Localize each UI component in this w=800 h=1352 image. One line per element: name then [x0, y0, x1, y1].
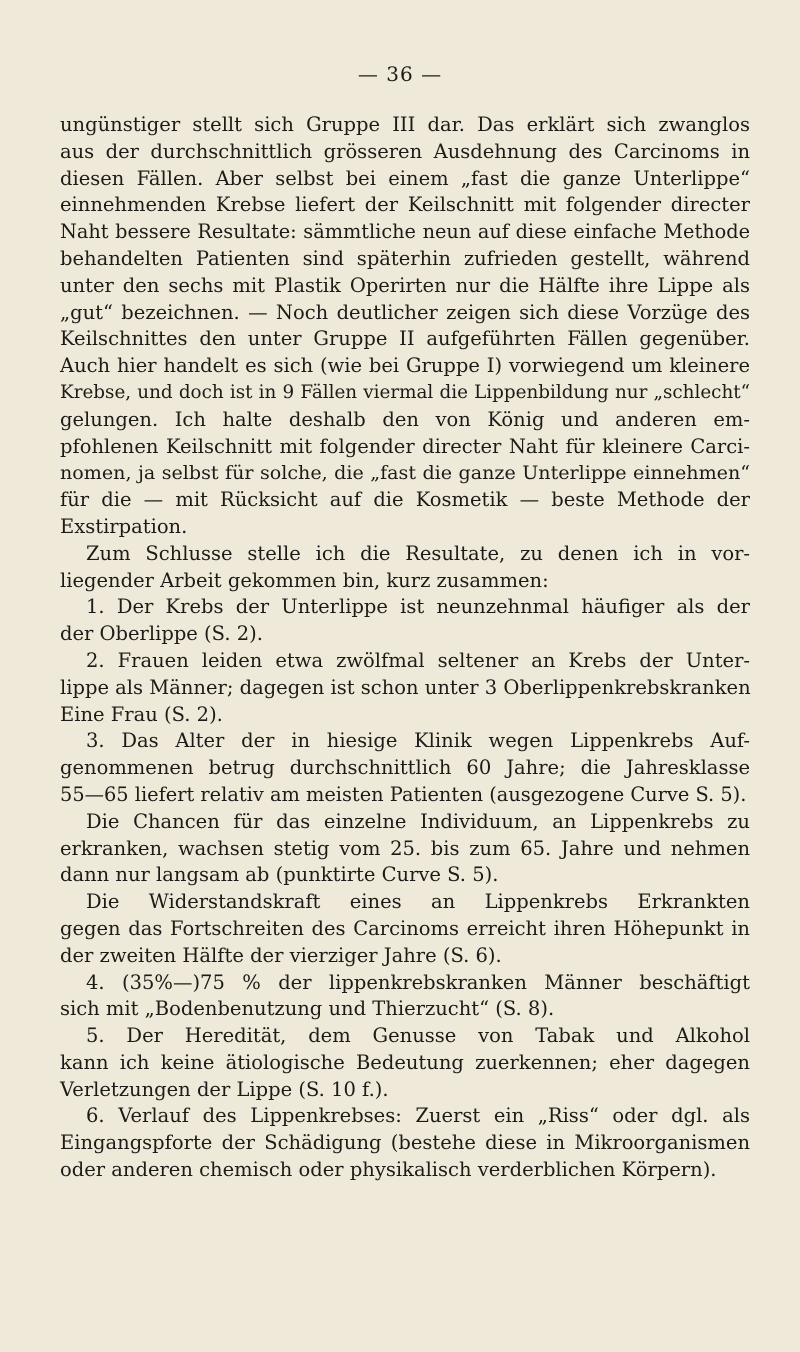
text-line: für die — mit Rücksicht auf die Kosmetik — beste Methode der: [60, 488, 750, 512]
list-item-2-line: Eine Frau (S. 2).: [60, 702, 223, 726]
text-line: Keilschnittes den unter Gruppe II aufgeführten Fällen gegenüber.: [60, 327, 750, 351]
list-item-5-line: kann ich keine ätiologische Bedeutung zuerkennen; eher dagegen: [60, 1050, 750, 1074]
text-line: einnehmenden Krebse liefert der Keilschnitt mit folgender directer: [60, 193, 750, 217]
list-item-1-line: der Oberlippe (S. 2).: [60, 622, 263, 646]
list-item-2-line: 2. Frauen leiden etwa zwölfmal seltener an Krebs der Unter-: [86, 648, 750, 672]
list-item-2-line: lippe als Männer; dagegen ist schon unter 3 Oberlippenkrebskranken: [60, 675, 751, 699]
list-item-5-line: 5. Der Heredität, dem Genusse von Tabak und Alkohol: [86, 1024, 750, 1048]
text-line: aus der durchschnittlich grösseren Ausdehnung des Carcinoms in: [60, 139, 750, 163]
text-line: pfohlenen Keilschnitt mit folgender directer Naht für kleinere Carci-: [60, 434, 750, 458]
list-item-3-line: der zweiten Hälfte der vierziger Jahre (S. 6).: [60, 943, 502, 967]
page-body: [60, 112, 750, 1184]
list-item-6-line: Eingangspforte der Schädigung (bestehe diese in Mikroorganismen: [60, 1131, 750, 1155]
list-item-3-line: dann nur langsam ab (punktirte Curve S. 5).: [60, 863, 499, 887]
text-line: behandelten Patienten sind späterhin zufrieden gestellt, während: [60, 246, 750, 270]
text-line: Naht bessere Resultate: sämmtliche neun auf diese einfache Methode: [60, 220, 750, 244]
list-item-4-line: 4. (35%—)75 % der lippenkrebskranken Männer beschäftigt: [86, 970, 750, 994]
text-line: gelungen. Ich halte deshalb den von König und anderen em-: [60, 407, 750, 431]
list-item-3-line: Die Widerstandskraft eines an Lippenkrebs Erkrankten: [86, 890, 750, 914]
list-item-6-line: 6. Verlauf des Lippenkrebses: Zuerst ein „Riss“ oder dgl. als: [86, 1104, 750, 1128]
text-line: Zum Schlusse stelle ich die Resultate, zu denen ich in vor-: [86, 541, 750, 565]
list-item-3-line: 3. Das Alter der in hiesige Klinik wegen Lippenkrebs Auf-: [86, 729, 750, 753]
text-line: Krebse, und doch ist in 9 Fällen viermal die Lippenbildung nur „schlecht“: [60, 381, 750, 403]
text-line: ungünstiger stellt sich Gruppe III dar. Das erklärt sich zwanglos: [60, 113, 750, 136]
list-item-4-line: sich mit „Bodenbenutzung und Thierzucht“ (S. 8).: [60, 997, 555, 1021]
list-item-3-line: Die Chancen für das einzelne Individuum, an Lippenkrebs zu: [86, 809, 750, 833]
text-line: Exstirpation.: [60, 514, 188, 538]
list-item-3-line: erkranken, wachsen stetig vom 25. bis zum 65. Jahre und nehmen: [60, 836, 750, 860]
page-number: — 36 —: [357, 62, 443, 86]
list-item-3-line: 55—65 liefert relativ am meisten Patienten (ausgezogene Curve S. 5).: [60, 782, 747, 806]
list-item-6-line: oder anderen chemisch oder physikalisch verderblichen Körpern).: [60, 1158, 717, 1182]
text-line: diesen Fällen. Aber selbst bei einem „fast die ganze Unterlippe“: [60, 166, 750, 190]
list-item-3-line: gegen das Fortschreiten des Carcinoms erreicht ihren Höhepunkt in: [60, 916, 750, 940]
list-item-5-line: Verletzungen der Lippe (S. 10 f.).: [60, 1077, 389, 1101]
text-line: unter den sechs mit Plastik Operirten nur die Hälfte ihre Lippe als: [60, 273, 750, 297]
text-line: Auch hier handelt es sich (wie bei Gruppe I) vorwiegend um kleinere: [60, 354, 750, 378]
list-item-3-line: genommenen betrug durchschnittlich 60 Jahre; die Jahresklasse: [60, 756, 750, 780]
list-item-1-line: 1. Der Krebs der Unterlippe ist neunzehnmal häufiger als der: [86, 595, 750, 619]
text-line: liegender Arbeit gekommen bin, kurz zusammen:: [60, 568, 549, 592]
text-line: „gut“ bezeichnen. — Noch deutlicher zeigen sich diese Vorzüge des: [60, 300, 750, 324]
text-line: nomen, ja selbst für solche, die „fast die ganze Unterlippe einnehmen“: [60, 461, 750, 485]
